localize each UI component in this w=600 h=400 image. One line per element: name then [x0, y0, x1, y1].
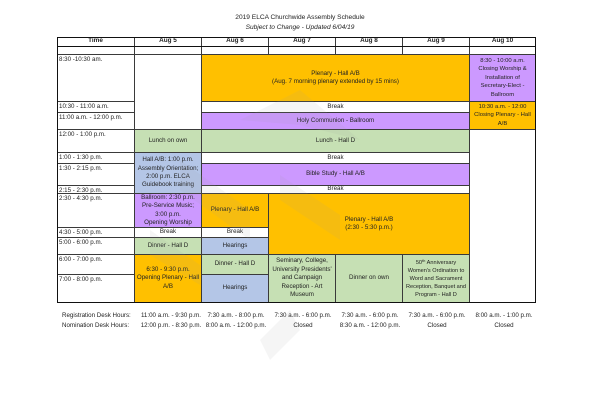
aug5-opening-plenary — [135, 255, 202, 303]
event-line: 8:30 - 10:00 a.m. — [480, 57, 525, 64]
break-morning: Break — [202, 102, 470, 113]
lunch-hall-d: Lunch - Hall D — [202, 130, 470, 153]
plenary-morning — [202, 55, 470, 102]
registration-hours-aug10: 8:00 a.m. - 1:00 p.m. — [475, 312, 533, 319]
aug5-morning-empty — [135, 55, 202, 130]
event-line: Museum — [290, 291, 314, 299]
aug6-plenary: Plenary - Hall A/B — [202, 194, 269, 228]
event-line: A/B — [497, 120, 508, 127]
aug5-assembly-orientation — [135, 153, 202, 194]
event-line: Guidebook training — [142, 181, 194, 189]
time-slot: 1:00 - 1:30 p.m. — [57, 153, 135, 164]
registration-hours-aug9: 7:30 a.m. - 6:00 p.m. — [408, 312, 466, 319]
event-line: Program - Hall D — [415, 291, 457, 298]
nomination-hours-aug6: 8:00 a.m. - 12:00 p.m. — [205, 322, 267, 329]
break-215: Break — [202, 186, 470, 194]
time-slot: 1:30 - 2:15 p.m. — [57, 164, 135, 186]
aug8-dinner-on-own: Dinner on own — [336, 255, 403, 303]
time-slot: 10:30 - 11:00 a.m. — [57, 102, 135, 113]
event-line: University Presidents' — [272, 265, 332, 273]
registration-hours-aug6: 7:30 a.m. - 8:00 p.m. — [207, 312, 265, 319]
header-aug10: Aug 10 — [470, 37, 536, 47]
time-slot: 12:00 - 1:00 p.m. — [57, 130, 135, 153]
event-line: and Campaign — [281, 274, 323, 282]
aug5-lunch-on-own: Lunch on own — [135, 130, 202, 153]
event-line: Hall A/B: 1:00 p.m. — [142, 156, 194, 164]
time-slot: 11:00 a.m. - 12:00 p.m. — [57, 113, 135, 130]
aug5-break: Break — [135, 228, 202, 238]
event-line: (Aug. 7 morning plenary extended by 15 mins) — [272, 78, 399, 85]
event-line: Secretary-Elect - — [480, 83, 525, 90]
nomination-hours-aug5: 12:00 p.m. - 8:30 p.m. — [140, 322, 202, 329]
document-title: 2019 ELCA Churchwide Assembly Schedule — [235, 14, 365, 21]
event-line: Installation of — [485, 74, 520, 81]
aug6-dinner: Dinner - Hall D — [202, 255, 269, 275]
event-line: Opening Worship — [144, 218, 192, 226]
aug9-anniversary — [403, 255, 470, 303]
header-time: Time — [57, 37, 135, 47]
blank-cell — [57, 47, 135, 55]
aug10-closing-plenary — [470, 102, 536, 130]
event-line: Plenary - Hall A/B — [344, 215, 394, 223]
event-line: Ballroom — [490, 91, 515, 98]
header-aug8: Aug 8 — [336, 37, 403, 47]
aug7-reception — [269, 255, 336, 303]
aug6-hearings-evening: Hearings — [202, 275, 269, 303]
header-aug7: Aug 7 — [269, 37, 336, 47]
registration-hours-aug8: 7:30 a.m. - 6:00 p.m. — [341, 312, 399, 319]
break-1pm: Break — [202, 153, 470, 164]
event-line: 6:30 - 9:30 p.m. — [146, 265, 190, 273]
registration-hours-aug7: 7:30 a.m. - 6:00 p.m. — [274, 312, 332, 319]
blank-cell — [470, 47, 536, 55]
event-line: Assembly Orientation; — [137, 164, 199, 172]
event-line: Closing Plenary - Hall — [474, 112, 531, 119]
aug5-opening-worship — [135, 194, 202, 228]
time-slot: 6:00 - 7:00 p.m. — [57, 255, 135, 275]
time-slot: 7:00 - 8:00 p.m. — [57, 275, 135, 303]
time-slot: 5:00 - 6:00 p.m. — [57, 238, 135, 255]
plenary-afternoon — [269, 194, 470, 255]
event-line: Word and Sacrament — [409, 275, 463, 282]
holy-communion: Holy Communion - Ballroom — [202, 113, 470, 130]
event-line: (2:30 - 5:30 p.m.) — [345, 224, 393, 231]
blank-cell — [269, 47, 336, 55]
bible-study: Bible Study - Hall A/B — [202, 164, 470, 186]
nomination-hours-aug8: 8:30 a.m. - 12:00 p.m. — [339, 322, 401, 329]
blank-cell — [202, 47, 269, 55]
event-line: Opening Plenary - Hall — [136, 274, 200, 282]
event-line: Seminary, College, — [276, 257, 328, 265]
time-slot: 8:30 -10:30 am. — [57, 55, 135, 102]
event-line: A/B — [163, 282, 173, 290]
event-line: 3:00 p.m. — [155, 210, 181, 218]
header-divider — [57, 46, 536, 47]
header-aug5: Aug 5 — [135, 37, 202, 47]
event-line: 50th Anniversary — [415, 257, 457, 266]
nomination-hours-aug9: Closed — [427, 322, 447, 329]
aug10-afternoon-empty — [470, 130, 536, 303]
event-line: Reception - Art — [281, 282, 323, 290]
aug5-dinner: Dinner - Hall D — [135, 238, 202, 255]
aug6-break: Break — [202, 228, 269, 238]
event-line: Ballroom: 2:30 p.m. — [141, 194, 195, 201]
blank-cell — [403, 47, 470, 55]
event-line: Plenary - Hall A/B — [311, 69, 360, 77]
aug6-hearings: Hearings — [202, 238, 269, 255]
header-aug9: Aug 9 — [403, 37, 470, 47]
blank-cell — [336, 47, 403, 55]
event-line: Reception, Banquet and — [405, 283, 467, 290]
event-line: Women's Ordination to — [407, 267, 465, 274]
time-slot: 2:15 - 2:30 p.m. — [57, 186, 135, 194]
registration-hours-aug5: 11:00 a.m. - 9:30 p.m. — [140, 312, 202, 319]
blank-cell — [135, 47, 202, 55]
time-slot: 2:30 - 4:30 p.m. — [57, 194, 135, 228]
event-line: Closing Worship & — [478, 66, 527, 73]
nomination-hours-aug10: Closed — [494, 322, 514, 329]
event-line: 10:30 a.m. - 12:00 — [478, 103, 527, 110]
nomination-hours-aug7: Closed — [293, 322, 313, 329]
time-slot: 4:30 - 5:00 p.m. — [57, 228, 135, 238]
event-line: 2:00 p.m. ELCA — [146, 173, 190, 180]
header-aug6: Aug 6 — [202, 37, 269, 47]
document-subtitle: Subject to Change - Updated 6/04/19 — [245, 24, 355, 31]
registration-desk-label: Registration Desk Hours: — [62, 312, 131, 319]
event-line: Pre-Service Music; — [142, 202, 194, 210]
aug10-closing-worship — [470, 55, 536, 102]
nomination-desk-label: Nomination Desk Hours: — [62, 322, 130, 329]
